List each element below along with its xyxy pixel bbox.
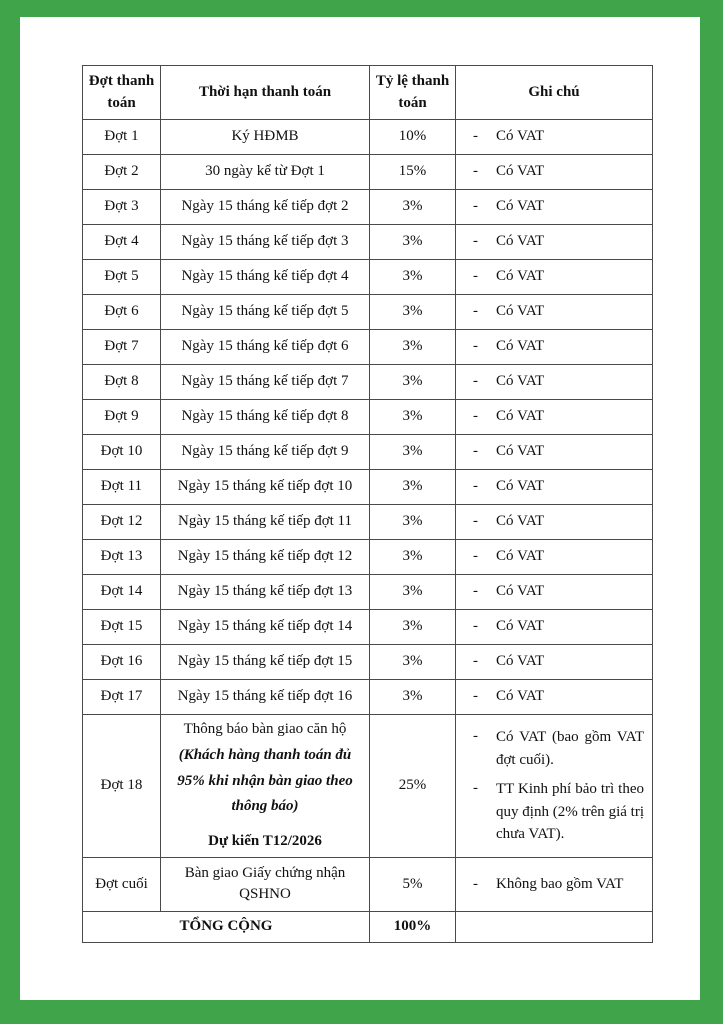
note-text: Có VAT [496,163,545,180]
note-dash: - [473,338,478,355]
installment-cell: Đợt 9 [83,400,161,435]
note-text: Có VAT [496,268,545,285]
table-row-total [83,911,653,942]
installment-cell: Đợt 6 [83,295,161,330]
deadline-cell: Ngày 15 tháng kế tiếp đợt 10 [161,470,370,505]
note-dash: - [473,163,478,180]
table-row [83,505,653,540]
note-dash: - [473,268,478,285]
note-dash: - [473,548,478,565]
handover-notice-text: Thông báo bàn giao căn hộ [183,721,347,737]
note-text: Có VAT [496,198,545,215]
note-cell [456,505,653,540]
rate-cell: 3% [370,470,456,505]
note-cell [456,330,653,365]
deadline-cell: Ngày 15 tháng kế tiếp đợt 3 [161,225,370,260]
installment-cell: Đợt 2 [83,155,161,190]
note-text: Có VAT [496,233,545,250]
note-dash: - [473,780,478,797]
rate-cell: 3% [370,610,456,645]
note-text: Có VAT [496,408,545,425]
deadline-cell: Ngày 15 tháng kế tiếp đợt 2 [161,190,370,225]
table-row [83,610,653,645]
rate-cell: 15% [370,155,456,190]
installment-cell: Đợt 3 [83,190,161,225]
table-row [83,540,653,575]
simple-rows-body [83,120,653,715]
table-row [83,645,653,680]
note-dash: - [473,728,478,745]
note-text: Có VAT [496,513,545,530]
col-header-notes: Ghi chú [456,66,653,120]
deadline-cell [161,715,370,858]
note-cell [456,155,653,190]
installment-cell: Đợt 10 [83,435,161,470]
note-dash: - [473,513,478,530]
rate-cell: 25% [370,715,456,858]
deadline-cell: Ngày 15 tháng kế tiếp đợt 7 [161,365,370,400]
note-item [473,778,644,846]
note-text: Có VAT [496,618,545,635]
deadline-cell: 30 ngày kể từ Đợt 1 [161,155,370,190]
installment-cell: Đợt 13 [83,540,161,575]
rate-cell: 3% [370,540,456,575]
rate-cell: 3% [370,575,456,610]
installment-cell: Đợt 18 [83,715,161,858]
col-header-deadline: Thời hạn thanh toán [161,66,370,120]
table-row [83,365,653,400]
col-header-rate: Tỷ lệ thanh toán [370,66,456,120]
note-dash: - [473,198,478,215]
rate-cell: 3% [370,435,456,470]
installment-cell: Đợt 7 [83,330,161,365]
rate-cell: 10% [370,120,456,155]
deadline-cell: Ngày 15 tháng kế tiếp đợt 4 [161,260,370,295]
note-dash: - [473,653,478,670]
installment-cell: Đợt cuối [83,857,161,911]
note-cell [456,575,653,610]
col-header-installment: Đợt thanh toán [83,66,161,120]
installment-cell: Đợt 12 [83,505,161,540]
installment-cell: Đợt 17 [83,680,161,715]
deadline-cell: Ngày 15 tháng kế tiếp đợt 12 [161,540,370,575]
rate-cell: 3% [370,645,456,680]
note-text: Có VAT [496,303,545,320]
note-text: Có VAT [496,128,545,145]
note-cell [456,400,653,435]
table-row [83,330,653,365]
rate-cell: 3% [370,260,456,295]
installment-cell: Đợt 15 [83,610,161,645]
note-text: Có VAT [496,338,545,355]
note-dash: - [473,618,478,635]
note-cell [456,365,653,400]
note-cell [456,540,653,575]
note-dash: - [473,478,478,495]
table-row [83,155,653,190]
note-dash: - [473,408,478,425]
note-cell [456,470,653,505]
table-row [83,190,653,225]
rate-cell: 3% [370,225,456,260]
note-cell [456,295,653,330]
document-page [20,17,700,1000]
deadline-cell: Ngày 15 tháng kế tiếp đợt 13 [161,575,370,610]
note-text: TT Kinh phí bảo trì theo quy định (2% trên giá trị chưa VAT). [496,781,644,843]
installment-cell: Đợt 4 [83,225,161,260]
rate-cell: 3% [370,680,456,715]
note-cell [456,857,653,911]
deadline-cell: Ngày 15 tháng kế tiếp đợt 9 [161,435,370,470]
rate-cell: 5% [370,857,456,911]
table-row [83,295,653,330]
table-row [83,575,653,610]
installment-cell: Đợt 1 [83,120,161,155]
note-cell [456,260,653,295]
rate-cell: 3% [370,190,456,225]
rate-cell: 3% [370,400,456,435]
installment-cell: Đợt 11 [83,470,161,505]
deadline-cell: Ngày 15 tháng kế tiếp đợt 15 [161,645,370,680]
note-cell [456,715,653,858]
deadline-cell: Ngày 15 tháng kế tiếp đợt 16 [161,680,370,715]
note-text: Có VAT [496,548,545,565]
note-cell [456,225,653,260]
deadline-cell: Bàn giao Giấy chứng nhận QSHNO [161,857,370,911]
installment-cell: Đợt 14 [83,575,161,610]
note-cell [456,190,653,225]
deadline-cell: Ngày 15 tháng kế tiếp đợt 8 [161,400,370,435]
total-label-cell: TỔNG CỘNG [83,911,370,942]
note-cell [456,610,653,645]
table-row [83,120,653,155]
table-row [83,680,653,715]
note-text: Có VAT (bao gồm VAT đợt cuối). [496,729,644,768]
note-dash: - [473,443,478,460]
installment-cell: Đợt 5 [83,260,161,295]
expected-date-text: Dự kiến T12/2026 [208,833,322,850]
header-row [83,66,653,120]
total-rate-cell: 100% [370,911,456,942]
note-cell [456,680,653,715]
rate-cell: 3% [370,505,456,540]
table-row-installment-18 [83,715,653,858]
table-row [83,400,653,435]
deadline-cell: Ngày 15 tháng kế tiếp đợt 14 [161,610,370,645]
deadline-cell: Ngày 15 tháng kế tiếp đợt 11 [161,505,370,540]
rate-cell: 3% [370,365,456,400]
deadline-cell: Ký HĐMB [161,120,370,155]
table-row [83,470,653,505]
deadline-cell: Ngày 15 tháng kế tiếp đợt 5 [161,295,370,330]
total-note-cell [456,911,653,942]
note-text: Có VAT [496,688,545,705]
note-cell [456,645,653,680]
note-dash: - [473,233,478,250]
note-item [473,726,644,771]
note-dash: - [473,303,478,320]
deadline-cell: Ngày 15 tháng kế tiếp đợt 6 [161,330,370,365]
installment-cell: Đợt 16 [83,645,161,680]
note-dash: - [473,373,478,390]
payment-schedule-table [82,65,653,943]
note-dash: - [473,128,478,145]
table-row-installment-final [83,857,653,911]
note-dash: - [473,688,478,705]
table-row [83,435,653,470]
note-text: Có VAT [496,478,545,495]
note-text: Có VAT [496,443,545,460]
note-text: Có VAT [496,653,545,670]
rate-cell: 3% [370,330,456,365]
payment-condition-text: (Khách hàng thanh toán đủ 95% khi nhận bàn giao theo thông báo) [177,746,353,815]
table-row [83,225,653,260]
table-row [83,260,653,295]
note-cell [456,435,653,470]
note-dash: - [473,875,478,892]
rate-cell: 3% [370,295,456,330]
note-cell [456,120,653,155]
note-text: Có VAT [496,583,545,600]
note-dash: - [473,583,478,600]
installment-cell: Đợt 8 [83,365,161,400]
note-text: Có VAT [496,373,545,390]
note-text: Không bao gồm VAT [496,875,624,892]
